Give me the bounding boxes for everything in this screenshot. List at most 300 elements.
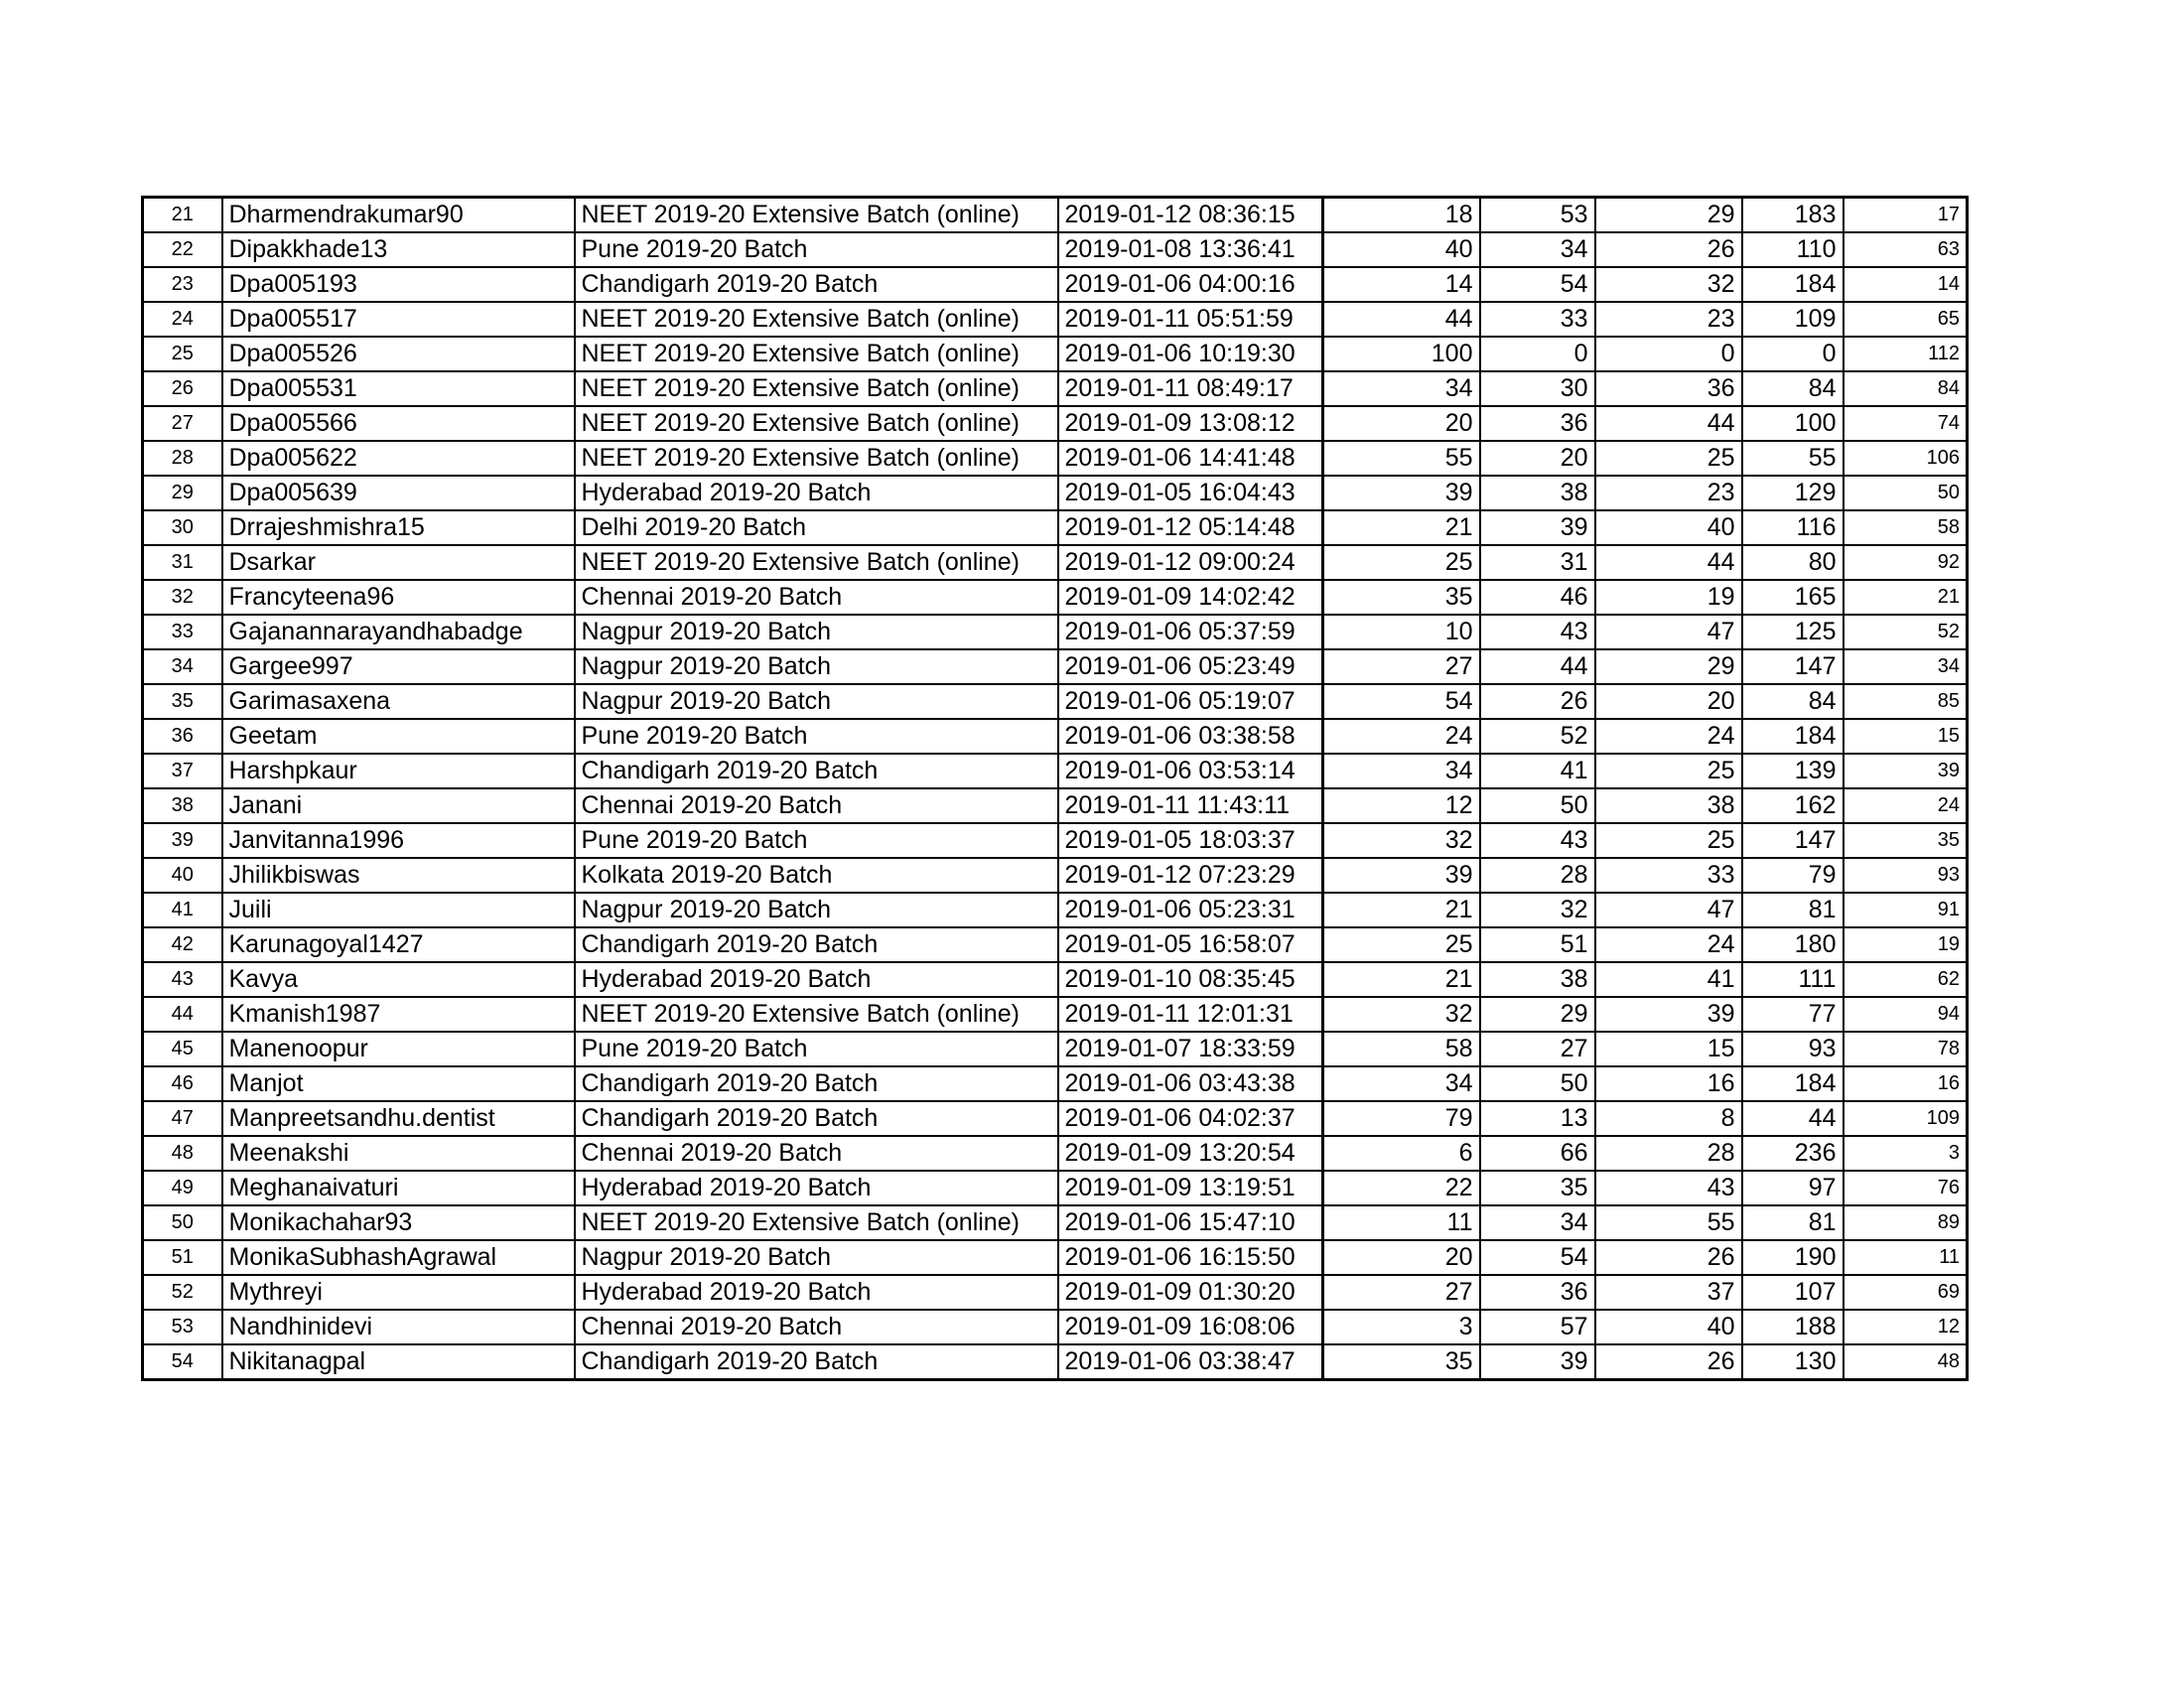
batch-cell: NEET 2019-20 Extensive Batch (online) xyxy=(575,198,1058,233)
score-col-2-cell: 26 xyxy=(1480,684,1595,719)
table-row xyxy=(143,1205,1968,1240)
serial-number-cell: 32 xyxy=(143,580,222,615)
score-col-1-cell: 32 xyxy=(1323,997,1480,1032)
score-col-2-cell: 34 xyxy=(1480,232,1595,267)
batch-cell: Nagpur 2019-20 Batch xyxy=(575,684,1058,719)
table-row xyxy=(143,232,1968,267)
score-col-3-cell: 8 xyxy=(1595,1101,1742,1136)
batch-cell: Chandigarh 2019-20 Batch xyxy=(575,754,1058,788)
table-row xyxy=(143,962,1968,997)
score-col-2-cell: 41 xyxy=(1480,754,1595,788)
submitted-time-cell: 2019-01-11 12:01:31 xyxy=(1058,997,1323,1032)
submitted-time-cell: 2019-01-11 08:49:17 xyxy=(1058,371,1323,406)
table-row xyxy=(143,302,1968,337)
score-col-1-cell: 18 xyxy=(1323,198,1480,233)
score-col-1-cell: 11 xyxy=(1323,1205,1480,1240)
score-col-3-cell: 23 xyxy=(1595,302,1742,337)
score-col-4-cell: 109 xyxy=(1742,302,1843,337)
score-col-4-cell: 125 xyxy=(1742,615,1843,649)
username-cell: MonikaSubhashAgrawal xyxy=(222,1240,575,1275)
serial-number-cell: 47 xyxy=(143,1101,222,1136)
username-cell: Nikitanagpal xyxy=(222,1344,575,1380)
submitted-time-cell: 2019-01-06 03:38:58 xyxy=(1058,719,1323,754)
rank-cell: 39 xyxy=(1843,754,1968,788)
rank-cell: 91 xyxy=(1843,893,1968,927)
score-col-4-cell: 44 xyxy=(1742,1101,1843,1136)
batch-cell: Chandigarh 2019-20 Batch xyxy=(575,1344,1058,1380)
rank-cell: 14 xyxy=(1843,267,1968,302)
score-col-2-cell: 13 xyxy=(1480,1101,1595,1136)
table-row xyxy=(143,1032,1968,1066)
serial-number-cell: 21 xyxy=(143,198,222,233)
score-col-3-cell: 16 xyxy=(1595,1066,1742,1101)
batch-cell: Delhi 2019-20 Batch xyxy=(575,510,1058,545)
table-row xyxy=(143,580,1968,615)
rank-cell: 74 xyxy=(1843,406,1968,441)
submitted-time-cell: 2019-01-11 05:51:59 xyxy=(1058,302,1323,337)
score-col-1-cell: 58 xyxy=(1323,1032,1480,1066)
rank-cell: 106 xyxy=(1843,441,1968,476)
serial-number-cell: 48 xyxy=(143,1136,222,1171)
submitted-time-cell: 2019-01-05 18:03:37 xyxy=(1058,823,1323,858)
username-cell: Dpa005639 xyxy=(222,476,575,510)
score-col-3-cell: 29 xyxy=(1595,649,1742,684)
score-col-4-cell: 97 xyxy=(1742,1171,1843,1205)
score-col-4-cell: 139 xyxy=(1742,754,1843,788)
score-col-2-cell: 46 xyxy=(1480,580,1595,615)
serial-number-cell: 23 xyxy=(143,267,222,302)
serial-number-cell: 25 xyxy=(143,337,222,371)
score-col-2-cell: 35 xyxy=(1480,1171,1595,1205)
batch-cell: Pune 2019-20 Batch xyxy=(575,1032,1058,1066)
score-col-2-cell: 39 xyxy=(1480,1344,1595,1380)
score-col-1-cell: 34 xyxy=(1323,754,1480,788)
table-row xyxy=(143,823,1968,858)
score-col-4-cell: 0 xyxy=(1742,337,1843,371)
score-col-3-cell: 44 xyxy=(1595,545,1742,580)
score-col-2-cell: 36 xyxy=(1480,1275,1595,1310)
serial-number-cell: 40 xyxy=(143,858,222,893)
submitted-time-cell: 2019-01-06 03:43:38 xyxy=(1058,1066,1323,1101)
score-col-1-cell: 40 xyxy=(1323,232,1480,267)
score-col-2-cell: 53 xyxy=(1480,198,1595,233)
score-col-2-cell: 33 xyxy=(1480,302,1595,337)
serial-number-cell: 29 xyxy=(143,476,222,510)
rank-cell: 24 xyxy=(1843,788,1968,823)
submitted-time-cell: 2019-01-06 05:23:31 xyxy=(1058,893,1323,927)
submitted-time-cell: 2019-01-11 11:43:11 xyxy=(1058,788,1323,823)
rank-cell: 109 xyxy=(1843,1101,1968,1136)
username-cell: Kmanish1987 xyxy=(222,997,575,1032)
score-col-2-cell: 43 xyxy=(1480,615,1595,649)
serial-number-cell: 26 xyxy=(143,371,222,406)
score-col-1-cell: 21 xyxy=(1323,510,1480,545)
rank-cell: 94 xyxy=(1843,997,1968,1032)
submitted-time-cell: 2019-01-06 10:19:30 xyxy=(1058,337,1323,371)
submitted-time-cell: 2019-01-09 01:30:20 xyxy=(1058,1275,1323,1310)
rank-cell: 11 xyxy=(1843,1240,1968,1275)
serial-number-cell: 46 xyxy=(143,1066,222,1101)
score-col-1-cell: 21 xyxy=(1323,893,1480,927)
score-col-1-cell: 35 xyxy=(1323,1344,1480,1380)
rank-cell: 89 xyxy=(1843,1205,1968,1240)
score-col-3-cell: 24 xyxy=(1595,719,1742,754)
table-row xyxy=(143,1275,1968,1310)
score-col-4-cell: 80 xyxy=(1742,545,1843,580)
serial-number-cell: 30 xyxy=(143,510,222,545)
username-cell: Dpa005193 xyxy=(222,267,575,302)
batch-cell: Nagpur 2019-20 Batch xyxy=(575,649,1058,684)
rank-cell: 84 xyxy=(1843,371,1968,406)
submitted-time-cell: 2019-01-09 14:02:42 xyxy=(1058,580,1323,615)
submitted-time-cell: 2019-01-10 08:35:45 xyxy=(1058,962,1323,997)
submitted-time-cell: 2019-01-06 14:41:48 xyxy=(1058,441,1323,476)
serial-number-cell: 39 xyxy=(143,823,222,858)
batch-cell: Chandigarh 2019-20 Batch xyxy=(575,1101,1058,1136)
score-col-4-cell: 188 xyxy=(1742,1310,1843,1344)
score-col-2-cell: 30 xyxy=(1480,371,1595,406)
submitted-time-cell: 2019-01-09 13:19:51 xyxy=(1058,1171,1323,1205)
score-col-1-cell: 27 xyxy=(1323,1275,1480,1310)
serial-number-cell: 34 xyxy=(143,649,222,684)
score-col-2-cell: 36 xyxy=(1480,406,1595,441)
submitted-time-cell: 2019-01-05 16:04:43 xyxy=(1058,476,1323,510)
serial-number-cell: 22 xyxy=(143,232,222,267)
score-col-3-cell: 40 xyxy=(1595,1310,1742,1344)
score-col-2-cell: 66 xyxy=(1480,1136,1595,1171)
score-col-1-cell: 54 xyxy=(1323,684,1480,719)
username-cell: Jhilikbiswas xyxy=(222,858,575,893)
score-col-4-cell: 81 xyxy=(1742,1205,1843,1240)
batch-cell: NEET 2019-20 Extensive Batch (online) xyxy=(575,441,1058,476)
score-col-1-cell: 34 xyxy=(1323,1066,1480,1101)
batch-cell: Nagpur 2019-20 Batch xyxy=(575,615,1058,649)
table-row xyxy=(143,754,1968,788)
score-col-1-cell: 39 xyxy=(1323,858,1480,893)
batch-cell: Pune 2019-20 Batch xyxy=(575,232,1058,267)
rank-cell: 52 xyxy=(1843,615,1968,649)
score-col-3-cell: 20 xyxy=(1595,684,1742,719)
rank-cell: 48 xyxy=(1843,1344,1968,1380)
score-col-3-cell: 24 xyxy=(1595,927,1742,962)
serial-number-cell: 36 xyxy=(143,719,222,754)
submitted-time-cell: 2019-01-12 05:14:48 xyxy=(1058,510,1323,545)
rank-cell: 19 xyxy=(1843,927,1968,962)
submitted-time-cell: 2019-01-05 16:58:07 xyxy=(1058,927,1323,962)
table-row xyxy=(143,1136,1968,1171)
score-col-1-cell: 21 xyxy=(1323,962,1480,997)
score-col-1-cell: 6 xyxy=(1323,1136,1480,1171)
username-cell: Manpreetsandhu.dentist xyxy=(222,1101,575,1136)
score-col-2-cell: 50 xyxy=(1480,1066,1595,1101)
serial-number-cell: 35 xyxy=(143,684,222,719)
username-cell: Kavya xyxy=(222,962,575,997)
username-cell: Dpa005517 xyxy=(222,302,575,337)
submitted-time-cell: 2019-01-09 13:08:12 xyxy=(1058,406,1323,441)
score-col-3-cell: 0 xyxy=(1595,337,1742,371)
score-col-3-cell: 26 xyxy=(1595,1240,1742,1275)
score-col-3-cell: 44 xyxy=(1595,406,1742,441)
rank-cell: 112 xyxy=(1843,337,1968,371)
score-col-3-cell: 32 xyxy=(1595,267,1742,302)
username-cell: Dharmendrakumar90 xyxy=(222,198,575,233)
username-cell: Karunagoyal1427 xyxy=(222,927,575,962)
username-cell: Dpa005526 xyxy=(222,337,575,371)
username-cell: Gajanannarayandhabadge xyxy=(222,615,575,649)
results-table-body xyxy=(143,198,1968,1380)
submitted-time-cell: 2019-01-07 18:33:59 xyxy=(1058,1032,1323,1066)
serial-number-cell: 44 xyxy=(143,997,222,1032)
batch-cell: Chennai 2019-20 Batch xyxy=(575,1136,1058,1171)
serial-number-cell: 24 xyxy=(143,302,222,337)
username-cell: Francyteena96 xyxy=(222,580,575,615)
table-row xyxy=(143,997,1968,1032)
score-col-2-cell: 43 xyxy=(1480,823,1595,858)
score-col-1-cell: 3 xyxy=(1323,1310,1480,1344)
rank-cell: 34 xyxy=(1843,649,1968,684)
submitted-time-cell: 2019-01-06 04:02:37 xyxy=(1058,1101,1323,1136)
table-row xyxy=(143,198,1968,233)
table-row xyxy=(143,545,1968,580)
score-col-3-cell: 55 xyxy=(1595,1205,1742,1240)
score-col-4-cell: 79 xyxy=(1742,858,1843,893)
table-row xyxy=(143,649,1968,684)
batch-cell: Nagpur 2019-20 Batch xyxy=(575,1240,1058,1275)
rank-cell: 62 xyxy=(1843,962,1968,997)
score-col-4-cell: 147 xyxy=(1742,649,1843,684)
score-col-4-cell: 93 xyxy=(1742,1032,1843,1066)
score-col-1-cell: 34 xyxy=(1323,371,1480,406)
username-cell: Monikachahar93 xyxy=(222,1205,575,1240)
score-col-3-cell: 33 xyxy=(1595,858,1742,893)
batch-cell: NEET 2019-20 Extensive Batch (online) xyxy=(575,997,1058,1032)
serial-number-cell: 49 xyxy=(143,1171,222,1205)
serial-number-cell: 43 xyxy=(143,962,222,997)
table-row xyxy=(143,1240,1968,1275)
table-row xyxy=(143,788,1968,823)
rank-cell: 12 xyxy=(1843,1310,1968,1344)
batch-cell: NEET 2019-20 Extensive Batch (online) xyxy=(575,1205,1058,1240)
batch-cell: Chennai 2019-20 Batch xyxy=(575,788,1058,823)
submitted-time-cell: 2019-01-12 08:36:15 xyxy=(1058,198,1323,233)
score-col-2-cell: 31 xyxy=(1480,545,1595,580)
submitted-time-cell: 2019-01-06 03:53:14 xyxy=(1058,754,1323,788)
score-col-1-cell: 20 xyxy=(1323,1240,1480,1275)
results-table xyxy=(141,196,1969,1381)
table-row xyxy=(143,510,1968,545)
score-col-3-cell: 43 xyxy=(1595,1171,1742,1205)
score-col-3-cell: 40 xyxy=(1595,510,1742,545)
submitted-time-cell: 2019-01-09 16:08:06 xyxy=(1058,1310,1323,1344)
score-col-2-cell: 28 xyxy=(1480,858,1595,893)
table-row xyxy=(143,893,1968,927)
batch-cell: Hyderabad 2019-20 Batch xyxy=(575,476,1058,510)
batch-cell: NEET 2019-20 Extensive Batch (online) xyxy=(575,302,1058,337)
rank-cell: 69 xyxy=(1843,1275,1968,1310)
score-col-2-cell: 38 xyxy=(1480,962,1595,997)
rank-cell: 63 xyxy=(1843,232,1968,267)
submitted-time-cell: 2019-01-06 05:19:07 xyxy=(1058,684,1323,719)
score-col-2-cell: 38 xyxy=(1480,476,1595,510)
username-cell: Manjot xyxy=(222,1066,575,1101)
score-col-2-cell: 52 xyxy=(1480,719,1595,754)
rank-cell: 92 xyxy=(1843,545,1968,580)
batch-cell: NEET 2019-20 Extensive Batch (online) xyxy=(575,545,1058,580)
score-col-4-cell: 129 xyxy=(1742,476,1843,510)
rank-cell: 50 xyxy=(1843,476,1968,510)
table-row xyxy=(143,684,1968,719)
table-row xyxy=(143,615,1968,649)
batch-cell: NEET 2019-20 Extensive Batch (online) xyxy=(575,337,1058,371)
username-cell: Gargee997 xyxy=(222,649,575,684)
username-cell: Janani xyxy=(222,788,575,823)
serial-number-cell: 52 xyxy=(143,1275,222,1310)
username-cell: Geetam xyxy=(222,719,575,754)
serial-number-cell: 45 xyxy=(143,1032,222,1066)
username-cell: Mythreyi xyxy=(222,1275,575,1310)
score-col-2-cell: 51 xyxy=(1480,927,1595,962)
rank-cell: 58 xyxy=(1843,510,1968,545)
rank-cell: 78 xyxy=(1843,1032,1968,1066)
score-col-4-cell: 81 xyxy=(1742,893,1843,927)
score-col-4-cell: 116 xyxy=(1742,510,1843,545)
username-cell: Juili xyxy=(222,893,575,927)
score-col-2-cell: 54 xyxy=(1480,267,1595,302)
score-col-4-cell: 147 xyxy=(1742,823,1843,858)
username-cell: Harshpkaur xyxy=(222,754,575,788)
score-col-4-cell: 100 xyxy=(1742,406,1843,441)
score-col-1-cell: 25 xyxy=(1323,927,1480,962)
score-col-1-cell: 32 xyxy=(1323,823,1480,858)
rank-cell: 16 xyxy=(1843,1066,1968,1101)
score-col-3-cell: 29 xyxy=(1595,198,1742,233)
score-col-1-cell: 12 xyxy=(1323,788,1480,823)
serial-number-cell: 54 xyxy=(143,1344,222,1380)
score-col-2-cell: 44 xyxy=(1480,649,1595,684)
score-col-2-cell: 0 xyxy=(1480,337,1595,371)
rank-cell: 65 xyxy=(1843,302,1968,337)
score-col-3-cell: 36 xyxy=(1595,371,1742,406)
batch-cell: Pune 2019-20 Batch xyxy=(575,823,1058,858)
username-cell: Meghanaivaturi xyxy=(222,1171,575,1205)
score-col-4-cell: 84 xyxy=(1742,371,1843,406)
score-col-3-cell: 47 xyxy=(1595,893,1742,927)
submitted-time-cell: 2019-01-06 04:00:16 xyxy=(1058,267,1323,302)
score-col-3-cell: 23 xyxy=(1595,476,1742,510)
username-cell: Dpa005622 xyxy=(222,441,575,476)
batch-cell: Chandigarh 2019-20 Batch xyxy=(575,267,1058,302)
table-row xyxy=(143,719,1968,754)
table-row xyxy=(143,1310,1968,1344)
submitted-time-cell: 2019-01-08 13:36:41 xyxy=(1058,232,1323,267)
score-col-4-cell: 184 xyxy=(1742,719,1843,754)
username-cell: Manenoopur xyxy=(222,1032,575,1066)
score-col-3-cell: 26 xyxy=(1595,232,1742,267)
score-col-3-cell: 15 xyxy=(1595,1032,1742,1066)
serial-number-cell: 33 xyxy=(143,615,222,649)
submitted-time-cell: 2019-01-06 03:38:47 xyxy=(1058,1344,1323,1380)
username-cell: Meenakshi xyxy=(222,1136,575,1171)
table-row xyxy=(143,267,1968,302)
batch-cell: Nagpur 2019-20 Batch xyxy=(575,893,1058,927)
score-col-1-cell: 14 xyxy=(1323,267,1480,302)
score-col-4-cell: 180 xyxy=(1742,927,1843,962)
score-col-4-cell: 77 xyxy=(1742,997,1843,1032)
score-col-3-cell: 25 xyxy=(1595,754,1742,788)
score-col-3-cell: 39 xyxy=(1595,997,1742,1032)
score-col-3-cell: 38 xyxy=(1595,788,1742,823)
score-col-2-cell: 54 xyxy=(1480,1240,1595,1275)
batch-cell: Chandigarh 2019-20 Batch xyxy=(575,1066,1058,1101)
score-col-3-cell: 28 xyxy=(1595,1136,1742,1171)
table-row xyxy=(143,1344,1968,1380)
batch-cell: Chandigarh 2019-20 Batch xyxy=(575,927,1058,962)
batch-cell: Kolkata 2019-20 Batch xyxy=(575,858,1058,893)
serial-number-cell: 42 xyxy=(143,927,222,962)
rank-cell: 85 xyxy=(1843,684,1968,719)
score-col-3-cell: 47 xyxy=(1595,615,1742,649)
submitted-time-cell: 2019-01-12 09:00:24 xyxy=(1058,545,1323,580)
rank-cell: 21 xyxy=(1843,580,1968,615)
serial-number-cell: 53 xyxy=(143,1310,222,1344)
score-col-1-cell: 27 xyxy=(1323,649,1480,684)
username-cell: Nandhinidevi xyxy=(222,1310,575,1344)
batch-cell: Chennai 2019-20 Batch xyxy=(575,1310,1058,1344)
score-col-2-cell: 57 xyxy=(1480,1310,1595,1344)
table-row xyxy=(143,441,1968,476)
score-col-2-cell: 20 xyxy=(1480,441,1595,476)
rank-cell: 76 xyxy=(1843,1171,1968,1205)
submitted-time-cell: 2019-01-06 05:37:59 xyxy=(1058,615,1323,649)
username-cell: Dpa005531 xyxy=(222,371,575,406)
rank-cell: 93 xyxy=(1843,858,1968,893)
username-cell: Dpa005566 xyxy=(222,406,575,441)
submitted-time-cell: 2019-01-06 05:23:49 xyxy=(1058,649,1323,684)
score-col-2-cell: 39 xyxy=(1480,510,1595,545)
score-col-1-cell: 20 xyxy=(1323,406,1480,441)
serial-number-cell: 41 xyxy=(143,893,222,927)
score-col-1-cell: 35 xyxy=(1323,580,1480,615)
batch-cell: NEET 2019-20 Extensive Batch (online) xyxy=(575,406,1058,441)
submitted-time-cell: 2019-01-12 07:23:29 xyxy=(1058,858,1323,893)
score-col-3-cell: 41 xyxy=(1595,962,1742,997)
score-col-4-cell: 110 xyxy=(1742,232,1843,267)
score-col-2-cell: 27 xyxy=(1480,1032,1595,1066)
table-row xyxy=(143,337,1968,371)
score-col-4-cell: 111 xyxy=(1742,962,1843,997)
score-col-1-cell: 22 xyxy=(1323,1171,1480,1205)
submitted-time-cell: 2019-01-06 16:15:50 xyxy=(1058,1240,1323,1275)
rank-cell: 35 xyxy=(1843,823,1968,858)
score-col-2-cell: 50 xyxy=(1480,788,1595,823)
rank-cell: 3 xyxy=(1843,1136,1968,1171)
score-col-1-cell: 39 xyxy=(1323,476,1480,510)
batch-cell: NEET 2019-20 Extensive Batch (online) xyxy=(575,371,1058,406)
score-col-4-cell: 84 xyxy=(1742,684,1843,719)
score-col-1-cell: 10 xyxy=(1323,615,1480,649)
submitted-time-cell: 2019-01-09 13:20:54 xyxy=(1058,1136,1323,1171)
score-col-1-cell: 25 xyxy=(1323,545,1480,580)
score-col-4-cell: 190 xyxy=(1742,1240,1843,1275)
score-col-3-cell: 19 xyxy=(1595,580,1742,615)
serial-number-cell: 50 xyxy=(143,1205,222,1240)
table-row xyxy=(143,1101,1968,1136)
username-cell: Dipakkhade13 xyxy=(222,232,575,267)
score-col-3-cell: 25 xyxy=(1595,823,1742,858)
batch-cell: Pune 2019-20 Batch xyxy=(575,719,1058,754)
table-row xyxy=(143,858,1968,893)
serial-number-cell: 31 xyxy=(143,545,222,580)
